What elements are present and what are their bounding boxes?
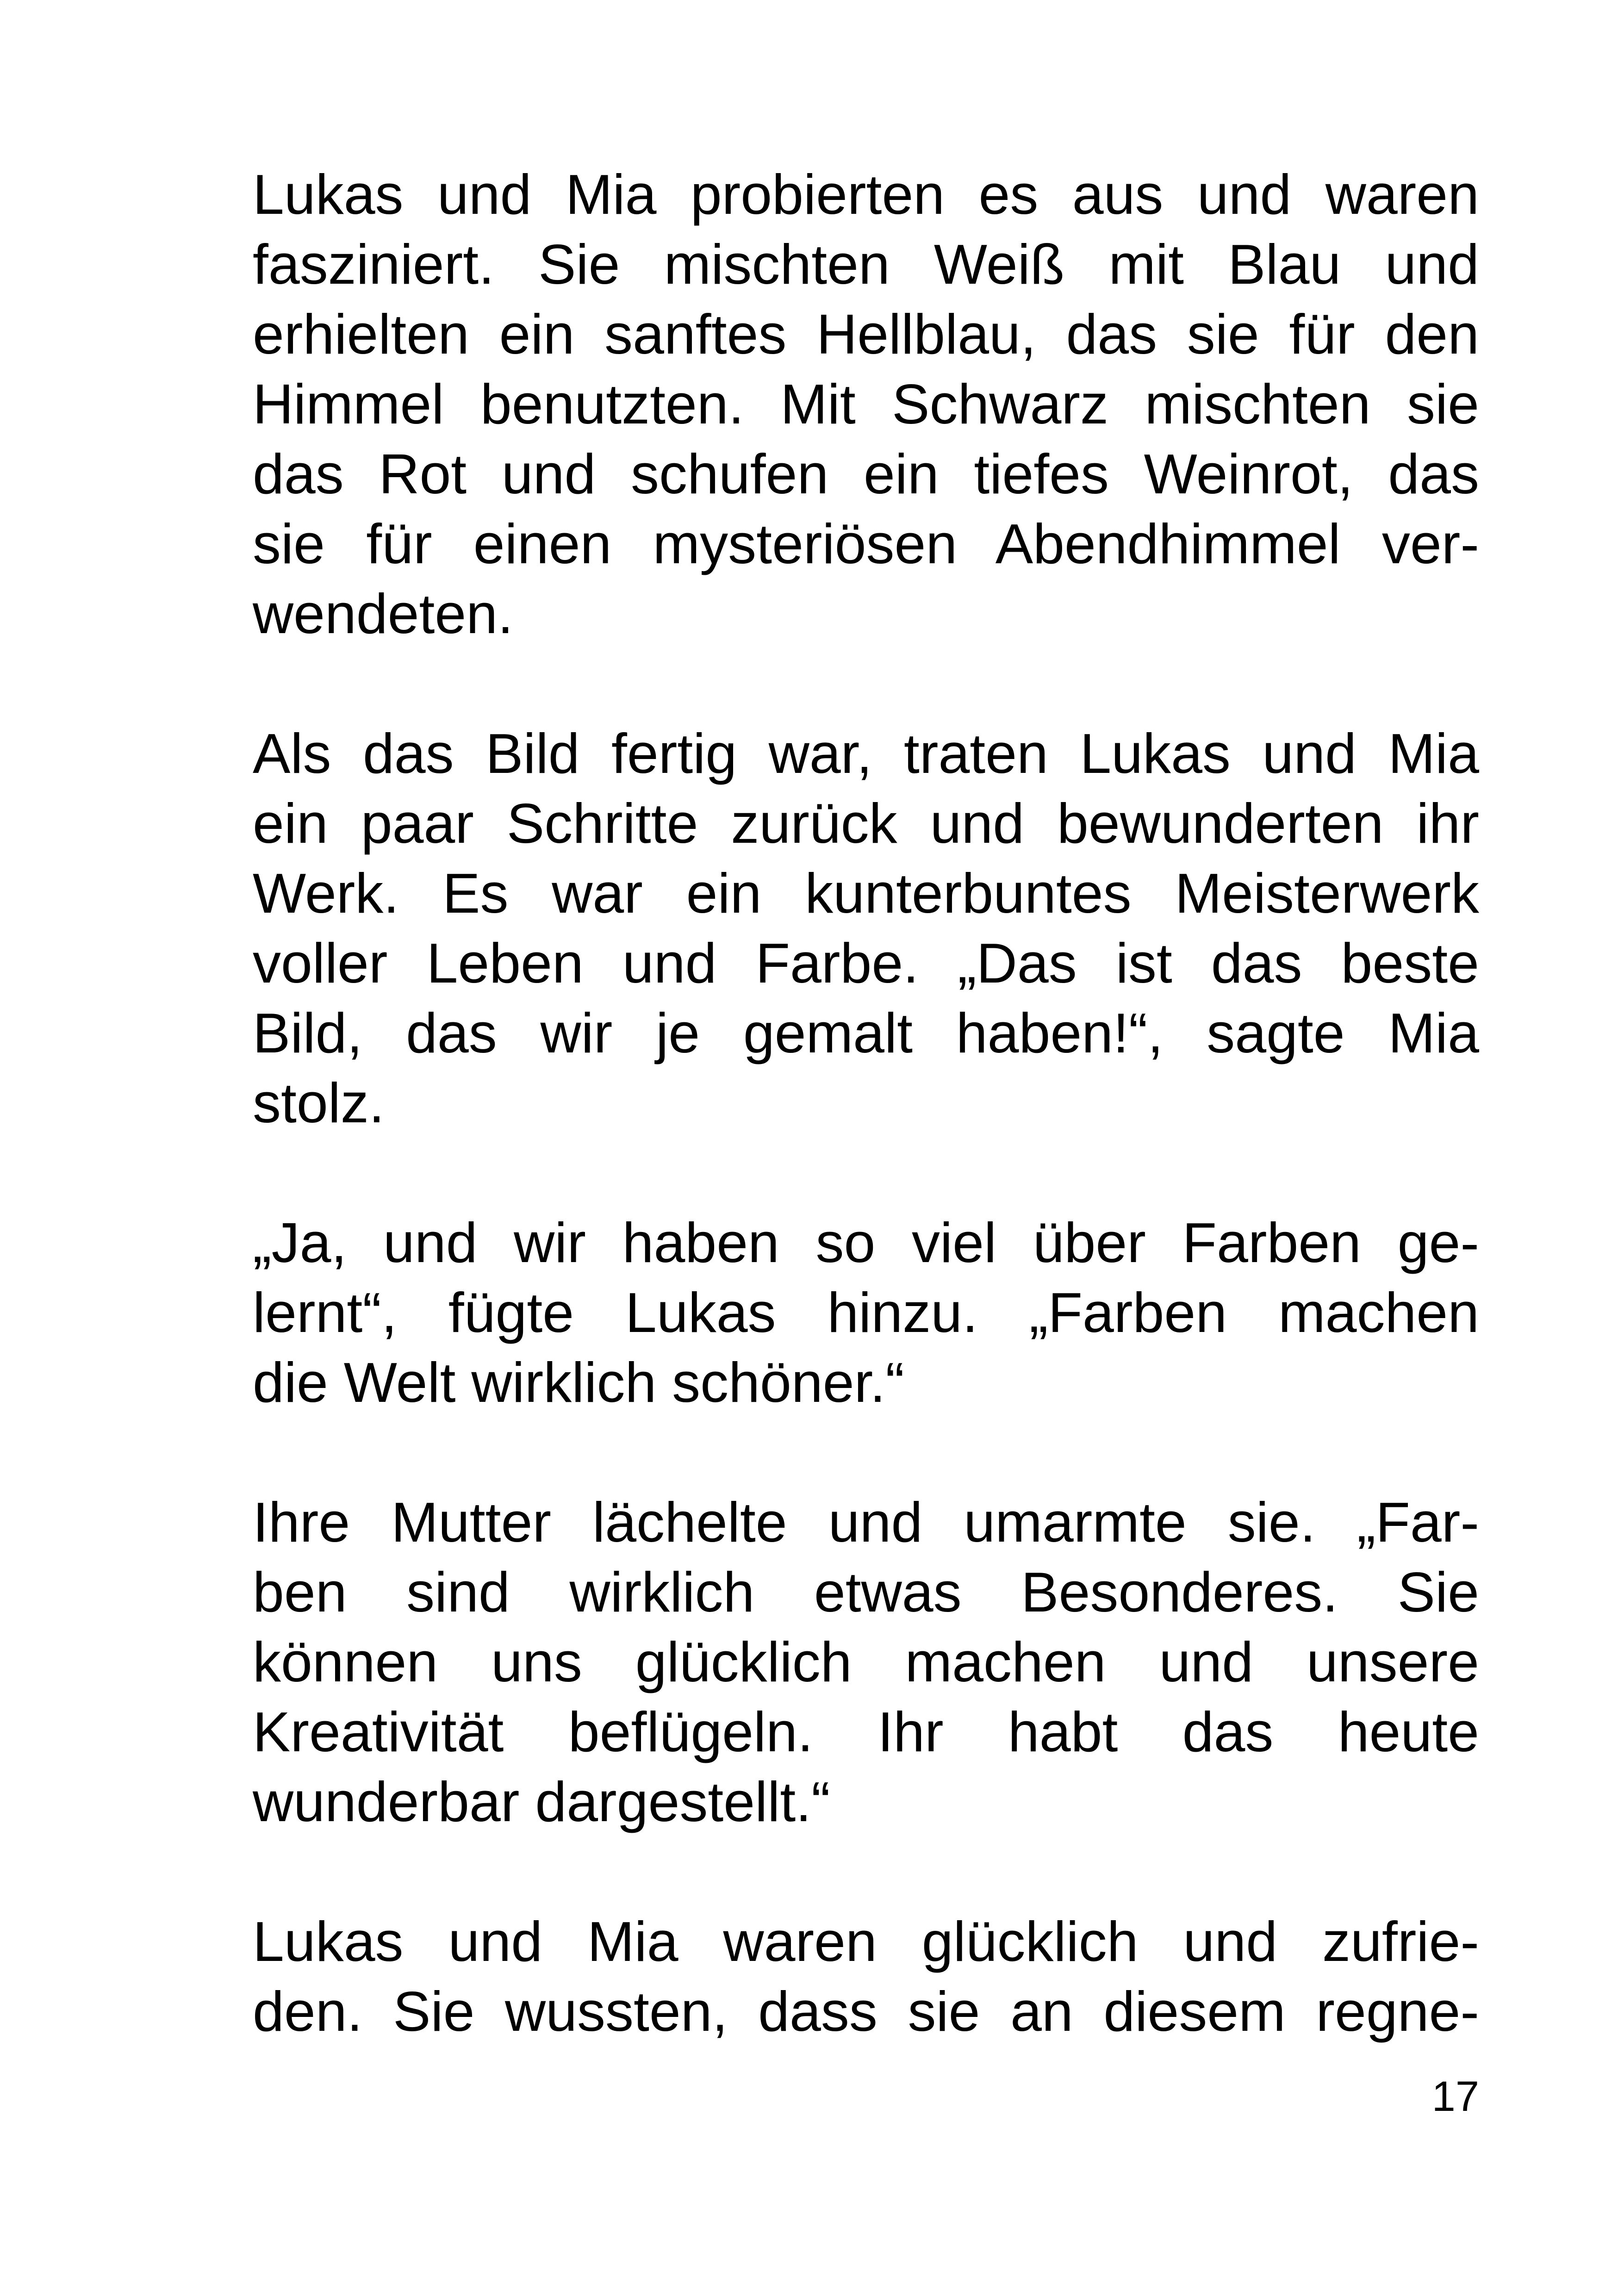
text-line: fasziniert. Sie mischten Weiß mit Blau und	[253, 233, 1479, 296]
text-line: Lukas und Mia probierten es aus und waren	[253, 163, 1479, 226]
paragraph-2	[253, 719, 1479, 1138]
text-line: Ihre Mutter lächelte und umarmte sie. „Far-	[253, 1491, 1479, 1554]
text-line: die Welt wirklich schöner.“	[253, 1351, 905, 1414]
text-line: wunderbar dargestellt.“	[253, 1770, 830, 1833]
page-number: 17	[1431, 2073, 1479, 2120]
text-line: ben sind wirklich etwas Besonderes. Sie	[253, 1561, 1479, 1624]
text-line: Als das Bild fertig war, traten Lukas und Mia	[253, 722, 1479, 785]
text-line: Bild, das wir je gemalt haben!“, sagte Mia	[253, 1002, 1479, 1064]
text-line: sie für einen mysteriösen Abendhimmel ver-	[253, 512, 1479, 575]
paragraph-spacer	[253, 1418, 1479, 1487]
text-line: können uns glücklich machen und unsere	[253, 1630, 1479, 1693]
text-line: voller Leben und Farbe. „Das ist das beste	[253, 932, 1479, 995]
paragraph-spacer	[253, 1837, 1479, 1907]
paragraph-3	[253, 1208, 1479, 1418]
text-line: den. Sie wussten, dass sie an diesem regne-	[253, 1980, 1479, 2043]
text-line: Lukas und Mia waren glücklich und zufrie-	[253, 1910, 1479, 1973]
text-line: ein paar Schritte zurück und bewunderten ihr	[253, 792, 1479, 855]
text-line: Himmel benutzten. Mit Schwarz mischten sie	[253, 373, 1479, 436]
body-text	[253, 160, 1479, 2047]
paragraph-spacer	[253, 1138, 1479, 1208]
text-line: Kreativität beflügeln. Ihr habt das heute	[253, 1700, 1479, 1763]
paragraph-5	[253, 1907, 1479, 2047]
text-line: stolz.	[253, 1071, 385, 1134]
text-line: das Rot und schufen ein tiefes Weinrot, das	[253, 442, 1479, 505]
text-line: „Ja, und wir haben so viel über Farben ge-	[253, 1211, 1479, 1274]
paragraph-spacer	[253, 649, 1479, 719]
paragraph-1	[253, 160, 1479, 649]
text-line: wendeten.	[253, 582, 513, 645]
text-line: erhielten ein sanftes Hellblau, das sie für den	[253, 303, 1479, 366]
text-line: lernt“, fügte Lukas hinzu. „Farben machen	[253, 1281, 1479, 1344]
text-line: Werk. Es war ein kunterbuntes Meisterwerk	[253, 862, 1479, 925]
paragraph-4	[253, 1487, 1479, 1837]
